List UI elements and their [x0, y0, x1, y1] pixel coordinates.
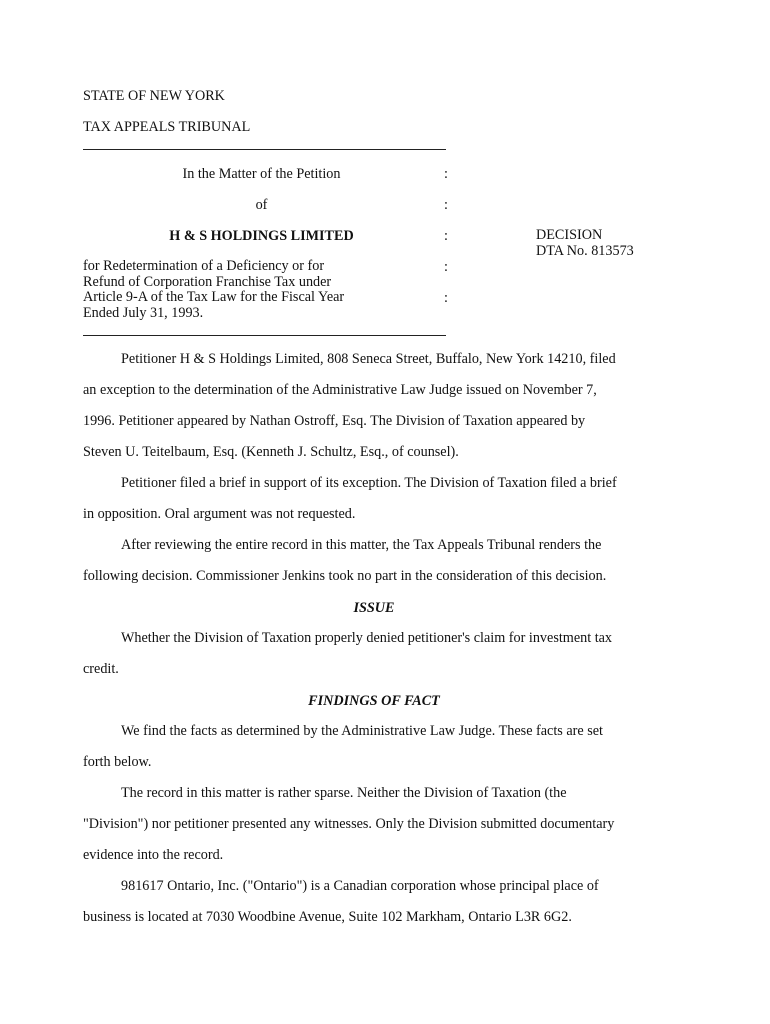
paragraph-line: evidence into the record.	[83, 847, 224, 863]
dta-number: DTA No. 813573	[536, 242, 634, 259]
decision-label: DECISION	[536, 227, 603, 243]
paragraph-briefs	[83, 468, 665, 530]
caption-colon: :	[444, 166, 448, 182]
paragraph-line: "Division") nor petitioner presented any witnesses. Only the Division submitted documentary	[83, 816, 615, 832]
paragraph-line: Steven U. Teitelbaum, Esq. (Kenneth J. Schultz, Esq., of counsel).	[83, 444, 459, 460]
caption-colon: :	[444, 259, 448, 275]
of-line: of	[255, 197, 268, 213]
caption-colon: :	[444, 197, 448, 213]
petition-description	[83, 259, 344, 321]
paragraph-line: forth below.	[83, 754, 152, 770]
caption-colon: :	[444, 290, 448, 306]
matter-line: In the Matter of the Petition	[182, 166, 341, 182]
findings-heading: FINDINGS OF FACT	[308, 693, 440, 709]
paragraph-issue	[83, 623, 665, 685]
paragraph-line: following decision. Commissioner Jenkins took no part in the consideration of this decision.	[83, 568, 607, 584]
petitioner-name: H & S HOLDINGS LIMITED	[169, 228, 354, 244]
paragraph-record	[83, 778, 665, 871]
paragraph-line: Whether the Division of Taxation properly denied petitioner's claim for investment tax	[121, 630, 613, 646]
caption-colon: :	[444, 228, 448, 244]
paragraph-ontario	[83, 871, 665, 933]
description-line: Refund of Corporation Franchise Tax under	[83, 273, 332, 290]
paragraph-line: 1996. Petitioner appeared by Nathan Ostroff, Esq. The Division of Taxation appeared by	[83, 413, 586, 429]
caption-top-rule	[83, 149, 446, 150]
paragraph-line: The record in this matter is rather sparse. Neither the Division of Taxation (the	[121, 785, 567, 801]
caption-bottom-rule	[83, 335, 446, 336]
paragraph-line: in opposition. Oral argument was not requested.	[83, 506, 356, 522]
paragraph-findings-intro	[83, 716, 665, 778]
description-line: Article 9-A of the Tax Law for the Fiscal Year	[83, 289, 345, 306]
paragraph-line: Petitioner H & S Holdings Limited, 808 Seneca Street, Buffalo, New York 14210, filed	[121, 351, 616, 367]
issue-heading: ISSUE	[353, 600, 395, 616]
paragraph-line: 981617 Ontario, Inc. ("Ontario") is a Canadian corporation whose principal place of	[121, 878, 599, 894]
paragraph-line: business is located at 7030 Woodbine Avenue, Suite 102 Markham, Ontario L3R 6G2.	[83, 909, 572, 925]
paragraph-line: credit.	[83, 661, 119, 677]
state-heading: STATE OF NEW YORK	[83, 88, 225, 104]
decision-block	[536, 228, 634, 259]
paragraph-line: Petitioner filed a brief in support of its exception. The Division of Taxation filed a brief	[121, 475, 617, 491]
paragraph-line: an exception to the determination of the Administrative Law Judge issued on November 7,	[83, 382, 597, 398]
description-line: for Redetermination of a Deficiency or for	[83, 258, 325, 274]
paragraph-exception	[83, 344, 665, 468]
paragraph-line: We find the facts as determined by the Administrative Law Judge. These facts are set	[121, 723, 603, 739]
paragraph-review	[83, 530, 665, 592]
paragraph-line: After reviewing the entire record in this matter, the Tax Appeals Tribunal renders the	[121, 537, 602, 553]
tribunal-heading: TAX APPEALS TRIBUNAL	[83, 119, 251, 135]
description-line: Ended July 31, 1993.	[83, 304, 204, 321]
